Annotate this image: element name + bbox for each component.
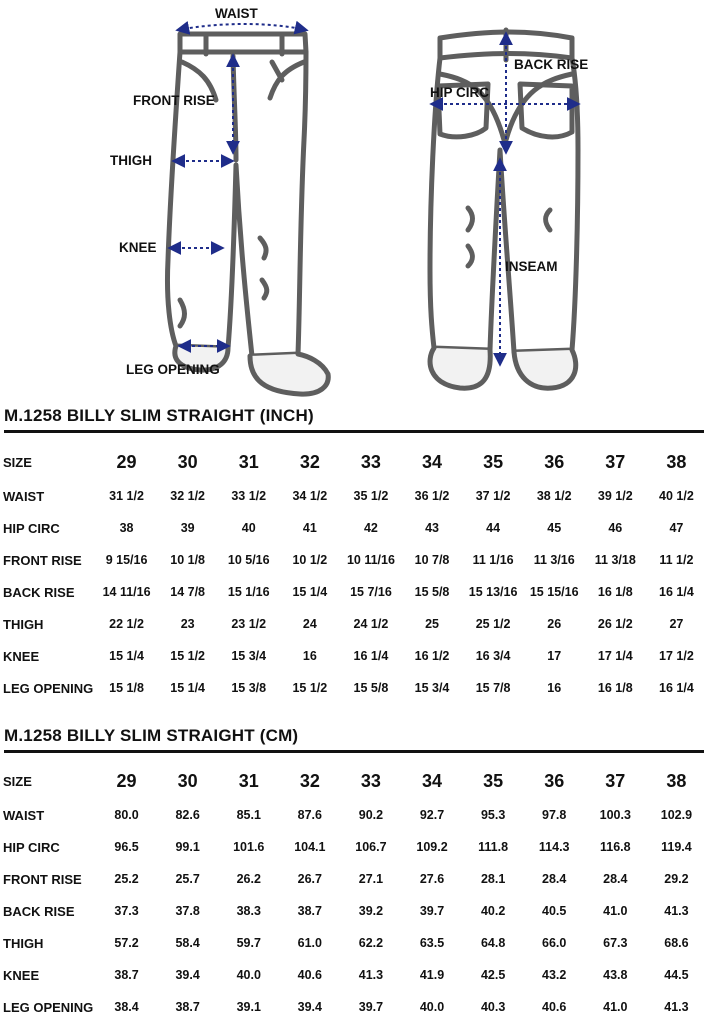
measurement-cell: 40.6	[297, 968, 322, 982]
row-label: BACK RISE	[3, 584, 75, 600]
measurement-cell: 16 1/8	[597, 681, 633, 695]
measurement-cell: 80.0	[114, 808, 139, 822]
measurement-cell: 43.2	[542, 968, 567, 982]
measurement-cell: 41.0	[603, 1000, 628, 1014]
measurement-cell: 25.7	[175, 872, 200, 886]
measurement-cell: 25.2	[114, 872, 139, 886]
measurement-cell: 16 1/4	[659, 585, 694, 599]
measurement-cell: 10 11/16	[346, 553, 395, 567]
table-row	[0, 831, 707, 863]
cm-size-header-row	[0, 763, 707, 799]
row-label: THIGH	[3, 616, 44, 632]
measurement-cell: 26.2	[236, 872, 261, 886]
measurement-cell: 40.5	[542, 904, 567, 918]
size-header-cell: 36	[544, 770, 565, 791]
table-row	[0, 863, 707, 895]
measurement-cell: 39.7	[419, 904, 445, 918]
row-label: FRONT RISE	[3, 552, 82, 568]
cm-table-title: M.1258 BILLY SLIM STRAIGHT (CM)	[4, 726, 299, 745]
row-label: LEG OPENING	[3, 680, 94, 696]
measurement-cell: 15 1/4	[109, 649, 144, 663]
inch-size-table	[0, 444, 707, 704]
size-header-cell: 30	[177, 451, 198, 472]
measurement-cell: 16 3/4	[475, 649, 511, 663]
measurement-cell: 106.7	[355, 840, 387, 854]
measurement-cell: 37.8	[175, 904, 200, 918]
measurement-cell: 22 1/2	[109, 617, 144, 631]
measurement-cell: 111.8	[478, 840, 509, 854]
measurement-cell: 41.3	[664, 904, 689, 918]
waist-label: WAIST	[215, 6, 258, 21]
size-header-cell: 31	[238, 451, 259, 472]
measurement-cell: 15 1/4	[170, 681, 206, 695]
measurement-cell: 99.1	[175, 840, 200, 854]
measurement-cell: 15 7/8	[475, 681, 511, 695]
measurement-cell: 46	[608, 521, 623, 535]
measurement-cell: 15 1/16	[227, 585, 270, 599]
inch-title-rule	[4, 430, 704, 433]
measurement-cell: 40	[241, 521, 256, 535]
measurement-cell: 63.5	[419, 936, 445, 950]
measurement-cell: 90.2	[358, 808, 384, 822]
measurement-cell: 26.7	[297, 872, 322, 886]
hip-circ-label: HIP CIRC	[430, 85, 490, 100]
measurement-cell: 10 5/16	[227, 553, 270, 567]
measurement-cell: 27.6	[419, 872, 445, 886]
measurement-cell: 15 3/4	[231, 649, 267, 663]
measurement-cell: 32 1/2	[170, 489, 206, 503]
measurement-cell: 47	[669, 521, 684, 535]
measurement-cell: 116.8	[600, 840, 631, 854]
leg-opening-label: LEG OPENING	[126, 362, 220, 377]
table-row	[0, 672, 707, 704]
measurement-cell: 41	[302, 521, 317, 535]
measurement-cell: 58.4	[175, 936, 200, 950]
measurement-cell: 67.3	[603, 936, 628, 950]
measurement-cell: 38.7	[297, 904, 322, 918]
size-header-cell: 37	[605, 770, 626, 791]
measurement-cell: 38.7	[114, 968, 139, 982]
measurement-cell: 92.7	[419, 808, 445, 822]
measurement-cell: 41.9	[419, 968, 445, 982]
table-row	[0, 576, 707, 608]
measurement-cell: 28.1	[480, 872, 506, 886]
row-label: FRONT RISE	[3, 871, 82, 887]
row-label: WAIST	[3, 807, 45, 823]
row-label: LEG OPENING	[3, 999, 94, 1015]
measurement-cell: 15 5/8	[353, 681, 389, 695]
measurement-cell: 15 7/16	[350, 585, 392, 599]
measurement-cell: 44.5	[664, 968, 689, 982]
size-label: SIZE	[3, 773, 32, 789]
measurement-cell: 40 1/2	[659, 489, 694, 503]
measurement-cell: 29.2	[664, 872, 689, 886]
measurement-cell: 11 1/16	[472, 553, 514, 567]
measurement-cell: 39 1/2	[597, 489, 633, 503]
size-header-cell: 32	[299, 770, 320, 791]
measurement-cell: 82.6	[175, 808, 200, 822]
measurement-cell: 34 1/2	[292, 489, 328, 503]
measurement-cell: 15 1/4	[292, 585, 328, 599]
size-header-cell: 33	[360, 451, 381, 472]
measurement-cell: 39.1	[236, 1000, 261, 1014]
row-label: HIP CIRC	[3, 839, 60, 855]
measurement-cell: 59.7	[236, 936, 261, 950]
measurement-diagram	[0, 0, 707, 400]
table-row	[0, 512, 707, 544]
measurement-cell: 97.8	[542, 808, 567, 822]
table-row	[0, 895, 707, 927]
measurement-cell: 40.0	[236, 968, 261, 982]
back-rise-label: BACK RISE	[514, 57, 589, 72]
table-row	[0, 480, 707, 512]
measurement-cell: 36 1/2	[414, 489, 450, 503]
measurement-cell: 33 1/2	[231, 489, 267, 503]
jeans-back-icon	[430, 30, 578, 388]
inch-size-header-row	[0, 444, 707, 480]
measurement-cell: 43	[425, 521, 439, 535]
measurement-cell: 96.5	[114, 840, 139, 854]
measurement-cell: 114.3	[538, 840, 570, 854]
measurement-cell: 61.0	[297, 936, 322, 950]
row-label: THIGH	[3, 935, 44, 951]
measurement-cell: 38.4	[114, 1000, 139, 1014]
measurement-cell: 15 15/16	[529, 585, 579, 599]
size-header-cell: 35	[483, 770, 504, 791]
measurement-cell: 85.1	[236, 808, 261, 822]
measurement-cell: 104.1	[294, 840, 326, 854]
measurement-cell: 37 1/2	[475, 489, 511, 503]
measurement-cell: 23	[180, 617, 195, 631]
measurement-cell: 45	[547, 521, 562, 535]
row-label: KNEE	[3, 648, 40, 664]
size-header-cell: 29	[116, 451, 137, 472]
measurement-cell: 95.3	[480, 808, 506, 822]
measurement-cell: 11 3/18	[594, 553, 636, 567]
measurement-cell: 109.2	[416, 840, 448, 854]
row-label: BACK RISE	[3, 903, 75, 919]
measurement-cell: 39.4	[297, 1000, 322, 1014]
measurement-cell: 42	[363, 521, 378, 535]
measurement-cell: 10 1/2	[292, 553, 328, 567]
measurement-cell: 40.3	[480, 1000, 506, 1014]
measurement-cell: 15 13/16	[468, 585, 518, 599]
measurement-cell: 15 1/8	[109, 681, 144, 695]
measurement-cell: 11 3/16	[533, 553, 575, 567]
measurement-cell: 24	[302, 617, 317, 631]
measurement-cell: 27.1	[358, 872, 384, 886]
measurement-cell: 25 1/2	[475, 617, 511, 631]
measurement-cell: 28.4	[603, 872, 628, 886]
measurement-cell: 100.3	[599, 808, 631, 822]
measurement-cell: 10 7/8	[414, 553, 450, 567]
measurement-cell: 28.4	[542, 872, 567, 886]
measurement-cell: 16	[547, 681, 562, 695]
measurement-cell: 38	[119, 521, 134, 535]
size-header-cell: 34	[422, 770, 443, 791]
measurement-cell: 102.9	[660, 808, 693, 822]
measurement-cell: 15 5/8	[414, 585, 450, 599]
measurement-cell: 41.0	[603, 904, 628, 918]
table-row	[0, 927, 707, 959]
front-rise-label: FRONT RISE	[133, 93, 215, 108]
measurement-cell: 16 1/2	[414, 649, 450, 663]
measurement-cell: 15 1/2	[292, 681, 328, 695]
measurement-cell: 41.3	[664, 1000, 689, 1014]
measurement-cell: 40.6	[542, 1000, 567, 1014]
measurement-cell: 41.3	[358, 968, 384, 982]
measurement-cell: 57.2	[114, 936, 139, 950]
measurement-cell: 43.8	[603, 968, 628, 982]
measurement-cell: 40.2	[480, 904, 506, 918]
measurement-cell: 27	[669, 617, 684, 631]
measurement-cell: 16 1/4	[659, 681, 694, 695]
size-header-cell: 32	[299, 451, 320, 472]
size-header-cell: 37	[605, 451, 626, 472]
size-header-cell: 29	[116, 770, 137, 791]
table-row	[0, 991, 707, 1023]
inch-table-title: M.1258 BILLY SLIM STRAIGHT (INCH)	[4, 406, 314, 425]
measurement-cell: 39.4	[175, 968, 200, 982]
size-header-cell: 31	[238, 770, 259, 791]
table-row	[0, 959, 707, 991]
measurement-cell: 16	[302, 649, 317, 663]
measurement-cell: 15 3/4	[414, 681, 450, 695]
measurement-cell: 10 1/8	[170, 553, 206, 567]
table-row	[0, 799, 707, 831]
measurement-cell: 24 1/2	[353, 617, 389, 631]
knee-label: KNEE	[119, 240, 157, 255]
measurement-cell: 16 1/4	[353, 649, 389, 663]
measurement-cell: 25	[425, 617, 439, 631]
table-row	[0, 640, 707, 672]
measurement-cell: 39.2	[358, 904, 384, 918]
measurement-cell: 14 11/16	[102, 585, 151, 599]
table-row	[0, 608, 707, 640]
measurement-cell: 11 1/2	[659, 553, 694, 567]
jeans-front-icon	[167, 34, 328, 394]
measurement-cell: 26	[547, 617, 562, 631]
measurement-cell: 35 1/2	[353, 489, 389, 503]
measurement-cell: 40.0	[419, 1000, 445, 1014]
measurement-cell: 68.6	[664, 936, 689, 950]
cm-title-rule	[4, 750, 704, 753]
size-header-cell: 30	[177, 770, 198, 791]
measurement-cell: 31 1/2	[109, 489, 144, 503]
table-row	[0, 544, 707, 576]
measurement-cell: 119.4	[661, 840, 692, 854]
measurement-cell: 37.3	[114, 904, 139, 918]
size-header-cell: 38	[666, 770, 687, 791]
measurement-cell: 39.7	[358, 1000, 384, 1014]
measurement-cell: 15 3/8	[231, 681, 267, 695]
row-label: HIP CIRC	[3, 520, 60, 536]
measurement-cell: 101.6	[233, 840, 265, 854]
thigh-label: THIGH	[110, 153, 152, 168]
inseam-label: INSEAM	[505, 259, 558, 274]
size-header-cell: 38	[666, 451, 687, 472]
size-label: SIZE	[3, 454, 32, 470]
cm-size-table	[0, 763, 707, 1023]
size-header-cell: 35	[483, 451, 504, 472]
measurement-cell: 16 1/8	[597, 585, 633, 599]
measurement-cell: 64.8	[480, 936, 506, 950]
measurement-cell: 38 1/2	[536, 489, 572, 503]
measurement-cell: 14 7/8	[170, 585, 206, 599]
measurement-cell: 44	[486, 521, 501, 535]
measurement-cell: 9 15/16	[105, 553, 148, 567]
measurement-cell: 17 1/2	[659, 649, 694, 663]
measurement-cell: 17 1/4	[597, 649, 633, 663]
measurement-cell: 87.6	[297, 808, 322, 822]
measurement-cell: 38.3	[236, 904, 261, 918]
size-header-cell: 33	[360, 770, 381, 791]
row-label: KNEE	[3, 967, 40, 983]
measurement-cell: 23 1/2	[231, 617, 267, 631]
measurement-cell: 38.7	[175, 1000, 200, 1014]
measurement-cell: 66.0	[542, 936, 567, 950]
size-header-cell: 36	[544, 451, 565, 472]
size-header-cell: 34	[422, 451, 443, 472]
row-label: WAIST	[3, 488, 45, 504]
measurement-cell: 62.2	[358, 936, 384, 950]
measurement-cell: 42.5	[480, 968, 506, 982]
measurement-cell: 39	[180, 521, 195, 535]
measurement-cell: 17	[547, 649, 562, 663]
measurement-cell: 26 1/2	[597, 617, 633, 631]
measurement-cell: 15 1/2	[170, 649, 206, 663]
